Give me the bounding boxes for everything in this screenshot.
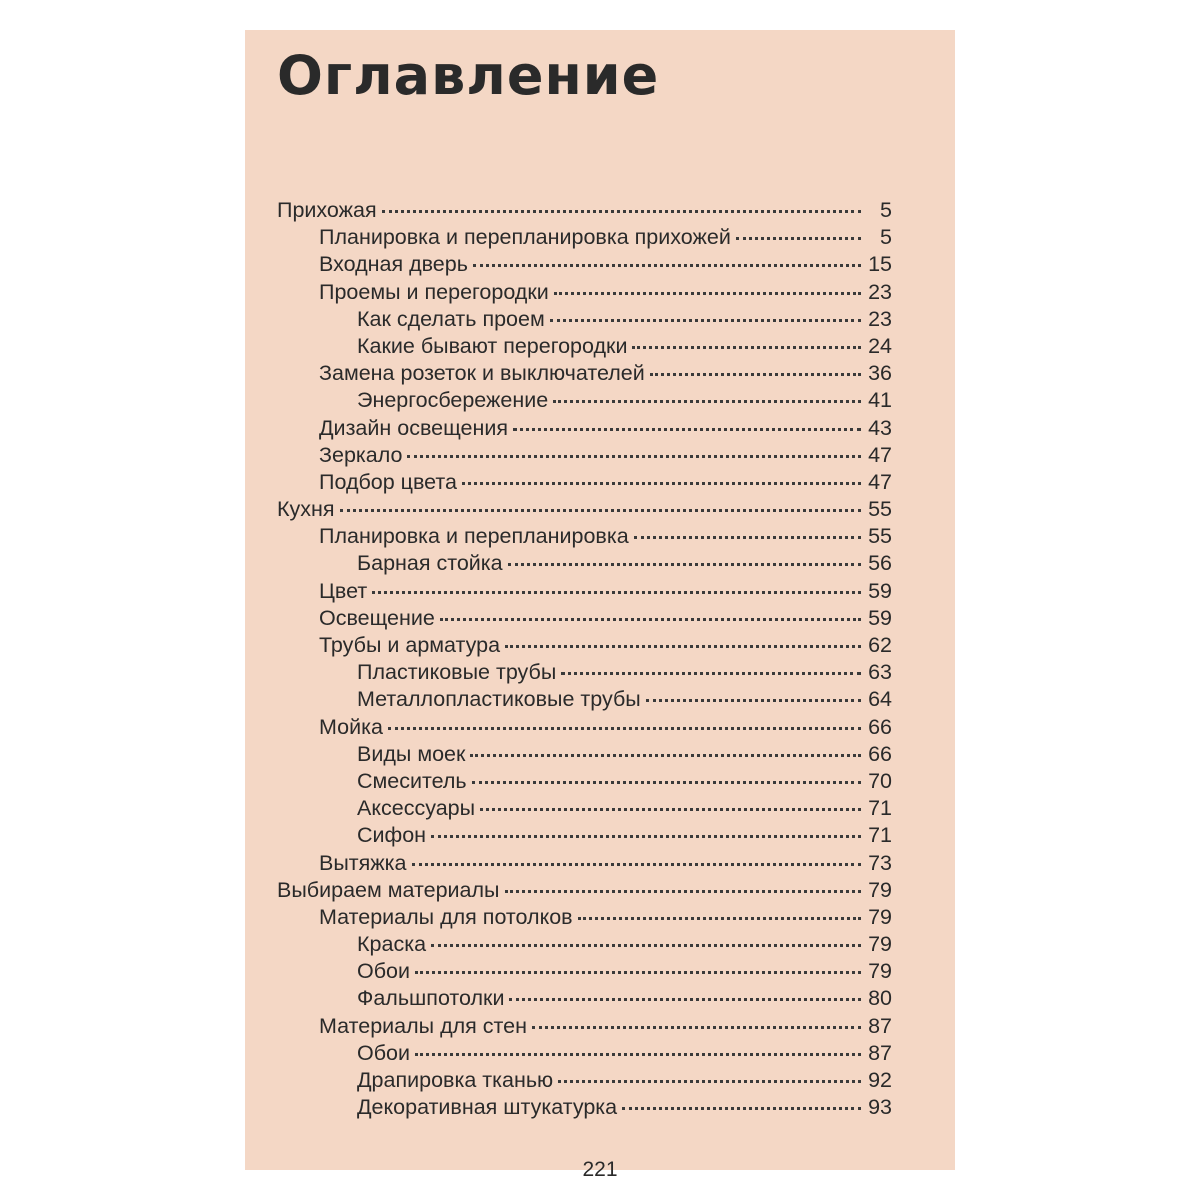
toc-entry [277, 769, 892, 796]
toc-entry [277, 416, 892, 443]
toc-entry-title: Сифон [357, 823, 427, 848]
toc-entry [277, 1095, 892, 1122]
dot-leader [561, 672, 861, 675]
toc-entry-title: Металлопластиковые трубы [357, 687, 641, 712]
dot-leader [632, 346, 861, 349]
toc-entry [277, 742, 892, 769]
toc-entry-page: 79 [868, 959, 892, 984]
dot-leader [412, 863, 861, 866]
dot-leader [508, 563, 861, 566]
toc-entry [277, 470, 892, 497]
toc-entry [277, 334, 892, 361]
dot-leader [340, 509, 861, 512]
toc-entry [277, 932, 892, 959]
toc-entry [277, 986, 892, 1013]
toc-entry [277, 878, 892, 905]
toc-entry-page: 55 [868, 497, 892, 522]
toc-entry [277, 851, 892, 878]
toc-entry [277, 497, 892, 524]
toc-entry-title: Аксессуары [357, 796, 476, 821]
toc-entry-page: 63 [868, 660, 892, 685]
toc-entry-title: Выбираем материалы [277, 877, 500, 902]
toc-entry-page: 87 [868, 1040, 892, 1065]
dot-leader [388, 727, 861, 730]
toc-entry [277, 660, 892, 687]
toc-entry-page: 93 [868, 1095, 892, 1120]
dot-leader [650, 373, 861, 376]
toc-entry-title: Виды моек [357, 741, 466, 766]
toc-entry-title: Цвет [319, 578, 368, 603]
dot-leader [578, 917, 861, 920]
toc-entry [277, 579, 892, 606]
toc-entry-title: Краска [357, 932, 427, 957]
toc-entry-page: 43 [868, 415, 892, 440]
toc-entry [277, 796, 892, 823]
toc-entry [277, 905, 892, 932]
dot-leader [622, 1107, 861, 1110]
toc-entry-title: Барная стойка [357, 551, 503, 576]
toc-entry-page: 5 [880, 198, 892, 222]
toc-entry-page: 47 [868, 442, 892, 467]
toc-entry-title: Материалы для стен [319, 1013, 527, 1038]
toc-entry-page: 79 [868, 932, 892, 957]
toc-entry-page: 62 [868, 633, 892, 657]
toc-entry-page: 79 [868, 904, 892, 929]
dot-leader [505, 645, 861, 648]
toc-entry [277, 633, 892, 660]
toc-entry-title: Дизайн освещения [319, 415, 509, 440]
toc-entry-title: Мойка [319, 714, 383, 739]
toc-entry [277, 551, 892, 578]
dot-leader [513, 428, 861, 431]
toc-entry [277, 443, 892, 470]
toc-entry-title: Обои [357, 959, 411, 984]
dot-leader [509, 998, 861, 1001]
toc-entry-title: Смеситель [357, 768, 467, 793]
toc-entry-title: Обои [357, 1040, 411, 1065]
dot-leader [736, 237, 861, 240]
toc-entry [277, 280, 892, 307]
dot-leader [550, 319, 861, 322]
toc-entry-title: Фальшпотолки [357, 986, 505, 1011]
dot-leader [372, 591, 861, 594]
toc-entry-page: 71 [868, 823, 892, 848]
toc-entry-title: Планировка и перепланировка прихожей [319, 225, 731, 250]
dot-leader [431, 944, 861, 947]
toc-entry-page: 79 [868, 877, 892, 902]
dot-leader [473, 264, 861, 267]
toc-entry [277, 307, 892, 334]
toc-entry-page: 66 [868, 741, 892, 766]
toc-entry-title: Пластиковые трубы [357, 660, 557, 685]
toc-entry-page: 59 [868, 605, 892, 630]
toc-entry [277, 823, 892, 850]
toc-entry [277, 524, 892, 551]
toc-entry-page: 66 [868, 714, 892, 739]
toc-entry-title: Декоративная штукатурка [357, 1095, 618, 1120]
toc-entry-title: Прихожая [277, 198, 377, 222]
toc-entry-page: 15 [868, 252, 892, 277]
dot-leader [382, 210, 861, 213]
dot-leader [415, 1053, 861, 1056]
toc-entry-title: Освещение [319, 605, 435, 630]
toc-entry-page: 73 [868, 850, 892, 875]
toc-entry [277, 606, 892, 633]
toc-entry-page: 47 [868, 469, 892, 494]
toc-entry-page: 92 [868, 1068, 892, 1092]
dot-leader [532, 1026, 861, 1029]
toc-entry-title: Подбор цвета [319, 469, 457, 494]
toc-entry-page: 80 [868, 986, 892, 1011]
toc-entry-title: Как сделать проем [357, 306, 545, 331]
toc-entry-page: 59 [868, 578, 892, 603]
toc-entry-title: Проемы и перегородки [319, 279, 549, 304]
page-number: 221 [582, 1158, 618, 1181]
dot-leader [634, 536, 861, 539]
toc-entry-title: Входная дверь [319, 252, 468, 277]
toc-entry [277, 388, 892, 415]
toc-entry-page: 23 [868, 306, 892, 331]
toc-entry-page: 70 [868, 768, 892, 793]
toc-entry-page: 24 [868, 333, 892, 358]
toc-entry-title: Планировка и перепланировка [319, 524, 629, 549]
dot-leader [480, 808, 861, 811]
toc-entry [277, 1068, 892, 1095]
toc-entry-title: Энергосбережение [357, 388, 549, 413]
dot-leader [431, 835, 861, 838]
dot-leader [554, 292, 861, 295]
toc-entry [277, 959, 892, 986]
dot-leader [440, 618, 861, 621]
toc-entry [277, 252, 892, 279]
dot-leader [470, 754, 861, 757]
toc-entry-page: 71 [868, 796, 892, 821]
toc-entry [277, 198, 892, 225]
dot-leader [415, 971, 861, 974]
toc-entry-page: 23 [868, 279, 892, 304]
toc-entry-page: 56 [868, 551, 892, 576]
toc-entry [277, 225, 892, 252]
toc-entry-title: Зеркало [319, 442, 403, 467]
table-of-contents [277, 198, 892, 1122]
toc-entry [277, 715, 892, 742]
toc-entry-title: Какие бывают перегородки [357, 333, 628, 358]
toc-entry [277, 1014, 892, 1041]
toc-entry-page: 36 [868, 361, 892, 386]
toc-entry [277, 361, 892, 388]
dot-leader [407, 455, 861, 458]
book-page [245, 30, 955, 1181]
toc-entry-title: Замена розеток и выключателей [319, 361, 645, 386]
dot-leader [472, 781, 861, 784]
dot-leader [553, 400, 861, 403]
toc-entry-page: 55 [868, 524, 892, 549]
page-title: Оглавление [277, 44, 660, 107]
toc-entry-page: 41 [868, 388, 892, 413]
toc-entry-title: Трубы и арматура [319, 633, 501, 657]
dot-leader [505, 890, 862, 893]
dot-leader [558, 1080, 861, 1083]
dot-leader [646, 699, 861, 702]
toc-entry-page: 87 [868, 1013, 892, 1038]
toc-entry-title: Материалы для потолков [319, 904, 573, 929]
dot-leader [462, 482, 861, 485]
toc-entry-title: Драпировка тканью [357, 1068, 554, 1092]
toc-entry [277, 1041, 892, 1068]
toc-entry-title: Вытяжка [319, 850, 407, 875]
toc-entry-page: 5 [880, 225, 892, 250]
toc-entry [277, 687, 892, 714]
toc-entry-title: Кухня [277, 497, 335, 522]
toc-entry-page: 64 [868, 687, 892, 712]
